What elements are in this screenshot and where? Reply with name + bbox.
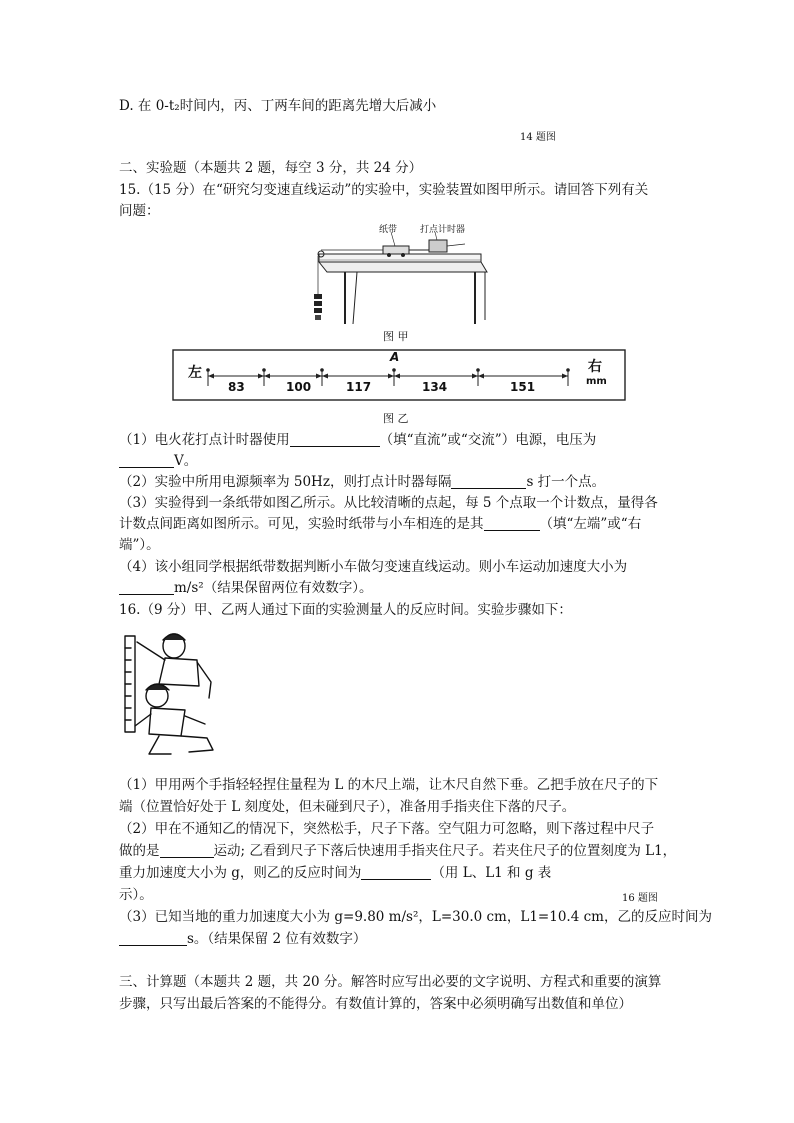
q16-part1-line2: 端（位置恰好处于 L 刻度处，但未碰到尺子），准备用手指夹住下落的尺子。 [119,799,576,815]
answer-blank[interactable] [361,865,431,880]
q16-part3-line2 [119,929,366,949]
q16-part2-text-d: （用 L、L1 和 g 表 [431,865,552,881]
q16-part2-line3 [119,863,551,883]
q15-part1-line2 [119,451,197,471]
q16-part3-line1: （3）已知当地的重力加速度大小为 g=9.80 m/s²，L=30.0 cm，L1=10.4 cm，乙的反应时间为 [119,909,712,925]
answer-blank[interactable] [484,516,540,531]
answer-blank[interactable] [119,931,187,946]
answer-blank[interactable] [160,843,214,858]
segment-label: 151 [510,380,536,394]
q15-part3-text-b: （填“左端”或“右 [539,516,642,532]
label-timer: 打点计时器 [420,225,466,235]
q15-stem-line2: 问题： [119,203,160,219]
reaction-time-figure [119,626,224,758]
q16-part2-line1: （2）甲在不通知乙的情况下，突然松手，尺子下落。空气阻力可忽略，则下落过程中尺子 [119,821,655,837]
q15-part1-text-c: V。 [174,453,198,469]
label-tape: 纸带 [379,225,398,235]
segment-label: 83 [228,380,245,394]
answer-blank[interactable] [290,432,380,447]
figure-b-caption: 图 乙 [383,412,409,425]
tape-left-label: 左 [188,365,202,381]
apparatus-figure [305,220,490,326]
q16-part2-text-a: 做的是 [119,843,160,859]
q16-part2-line2 [119,841,676,861]
q16-part2-line4: 示）。 [119,887,153,903]
q15-part3-line3: 端”）。 [119,537,160,553]
q16-part2-text-b: 运动; 乙看到尺子下落后快速用手指夹住尺子。若夹住尺子的位置刻度为 L1， [213,843,677,859]
segment-label: 100 [286,380,312,394]
section-2-title: 二、实验题（本题共 2 题，每空 3 分，共 24 分） [119,160,423,176]
q16-part2-text-c: 重力加速度大小为 g，则乙的反应时间为 [119,865,362,881]
option-d-text: D. 在 0-t₂时间内，丙、丁两车间的距离先增大后减小 [119,98,437,114]
figure-14-label: 14 题图 [520,132,556,143]
segment-label: 117 [346,380,372,394]
q16-part1-line1: （1）甲用两个手指轻轻捏住量程为 L 的木尺上端，让木尺自然下垂。乙把手放在尺子的下 [119,777,659,793]
q15-part3-line2 [119,514,641,534]
q15-part2-text-a: （2）实验中所用电源频率为 50Hz，则打点计时器每隔 [119,474,452,490]
tape-unit: mm [586,376,607,387]
answer-blank[interactable] [119,580,174,595]
q15-stem-line1: 15.（15 分）在“研究匀变速直线运动”的实验中，实验装置如图甲所示。请回答下列有关 [119,182,649,198]
q15-part4-line1: （4）该小组同学根据纸带数据判断小车做匀变速直线运动。则小车运动加速度大小为 [119,559,628,575]
answer-blank[interactable] [119,453,174,468]
q15-part4-text: m/s²（结果保留两位有效数字）。 [174,580,373,596]
point-a-label: A [390,350,400,364]
section-3-line2: 步骤，只写出最后答案的不能得分。有数值计算的，答案中必须明确写出数值和单位） [119,996,632,1012]
q15-part3-line1: （3）实验得到一条纸带如图乙所示。从比较清晰的点起，每 5 个点取一个计数点，量得各 [119,495,658,511]
figure-16-label: 16 题图 [622,893,658,904]
q15-part2-text-b: s 打一个点。 [526,474,606,490]
section-3-line1: 三、计算题（本题共 2 题，共 20 分。解答时应写出必要的文字说明、方程式和重要的演算 [119,974,662,990]
figure-a-caption: 图 甲 [383,330,409,343]
tape-right-label: 右 [588,359,602,375]
q15-part1-line1 [119,430,596,450]
q15-part2 [119,472,605,492]
q15-part1-text-b: （填“直流”或“交流”）电源，电压为 [379,432,597,448]
q15-part4-line2 [119,578,372,598]
q16-part3-text: s。（结果保留 2 位有效数字） [187,931,367,947]
q15-part3-text-a: 计数点间距离如图所示。可见，实验时纸带与小车相连的是其 [119,516,484,532]
q16-stem: 16.（9 分）甲、乙两人通过下面的实验测量人的反应时间。实验步骤如下： [119,602,572,618]
answer-blank[interactable] [451,474,526,489]
segment-label: 134 [422,380,448,394]
q15-part1-text-a: （1）电火花打点计时器使用 [119,432,290,448]
